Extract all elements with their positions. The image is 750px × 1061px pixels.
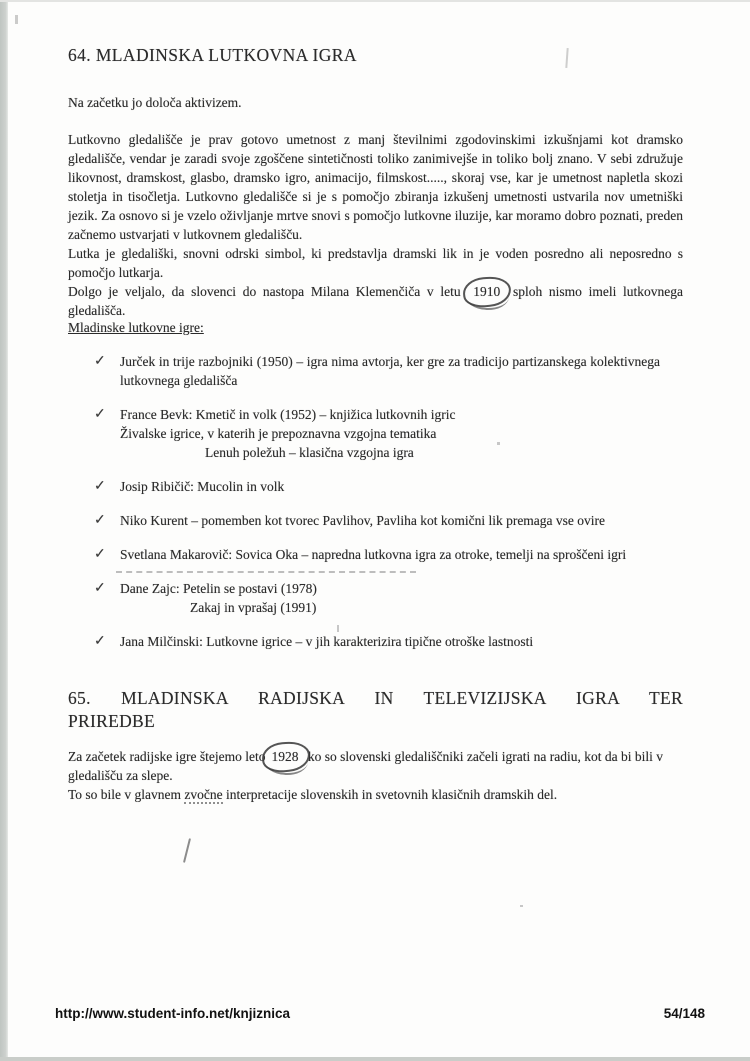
scan-artifact <box>15 15 18 24</box>
list-item <box>94 405 660 462</box>
year-value: 1928 <box>271 749 299 764</box>
section-64-title: 64. MLADINSKA LUTKOVNA IGRA <box>68 45 357 65</box>
checkmark-icon: ✓ <box>94 354 106 369</box>
puppet-plays-checklist <box>94 352 660 651</box>
scan-artifact <box>520 905 523 907</box>
list-item-line: Zakaj in vprašaj (1991) <box>190 600 317 615</box>
list-item-line: Dane Zajc: Petelin se postavi (1978) <box>120 581 317 596</box>
paragraph-text: interpretacije slovenskih in svetovnih klasičnih dramskih del. <box>222 787 558 802</box>
circled-year-1928 <box>266 747 305 766</box>
paragraph-text: Dolgo je veljalo, da slovenci do nastopa Milana Klemenčiča v letu <box>68 284 461 299</box>
paragraph-lutkovno-gledalisce: Lutkovno gledališče je prav gotovo umetnost z manj številnimi zgodovinskimi izkušnjami kot dramsko gledališče, vendar je zaradi svoje zgoščene sintetičnosti toliko zanimivejše in toliko bolj znano. V sebi združuje likovnost, dramskost, glasbo, dramsko igro, animacijo, filmskost....., skoraj vse, kar je umetnost napletla skozi stoletja in tisočletja. Lutkovno gledališče si je s pomočjo zbiranja izkušenj umetnosti ustvarila nov umetniški jezik. Za osnovo si je vzelo oživljanje mrtve snovi s pomočjo lutkovne iluzije, kar moramo dobro poznati, preden začnemo ustvarjati v lutkovnem gledališču. <box>68 132 683 242</box>
list-item-line: Svetlana Makarovič: Sovica Oka – napredna lutkovna igra za otroke, temelji na sproščeni igri <box>120 547 627 562</box>
intro-line: Na začetku jo določa aktivizem. <box>68 95 242 110</box>
list-item <box>94 579 660 617</box>
circled-year-1910 <box>467 282 506 301</box>
checkmark-icon: ✓ <box>94 634 106 649</box>
section-65-title-line2: PRIREDBE <box>68 711 155 731</box>
paragraph-text: sploh nismo imeli lutkovnega gledališča. <box>68 284 684 318</box>
list-item-line: Jurček in trije razbojniki (1950) – igra nima avtorja, ker gre za tradicijo partizanskega kolektivnega lutkovnega gledališča <box>120 354 660 388</box>
list-item-line: Živalske igrice, v katerih je prepoznavna vzgojna tematika <box>120 426 437 441</box>
checkmark-icon: ✓ <box>94 479 106 494</box>
list-item <box>94 511 660 530</box>
list-item-line: Lenuh poležuh – klasična vzgojna igra <box>205 445 414 460</box>
paragraph-lutka-definicija: Lutka je gledališki, snovni odrski simbol, ki predstavlja dramski lik in je voden posredno ali neposredno s pomočjo lutkarja. <box>68 246 683 280</box>
paragraph-klemencic <box>68 282 683 320</box>
paragraph-radijska-igra <box>68 747 683 785</box>
list-item <box>94 545 660 564</box>
scan-edge-left <box>0 0 8 1061</box>
section-65-title-line1: 65. MLADINSKA RADIJSKA IN TELEVIZIJSKA IGRA TER <box>68 688 683 708</box>
paragraph-text: Za začetek radijske igre štejemo leto <box>68 749 266 764</box>
section-65-title <box>68 687 683 733</box>
list-item-line: France Bevk: Kmetič in volk (1952) – knjižica lutkovnih igric <box>120 407 456 422</box>
checkmark-icon: ✓ <box>94 581 106 596</box>
checkmark-icon: ✓ <box>94 513 106 528</box>
scan-edge-bottom <box>0 1057 750 1061</box>
scan-edge-top <box>0 0 750 2</box>
paragraph-zvocne-interpretacije <box>68 785 683 804</box>
list-item <box>94 477 660 496</box>
list-item-line: Jana Milčinski: Lutkovne igrice – v jih karakterizira tipične otroške lastnosti <box>120 634 534 649</box>
checkmark-icon: ✓ <box>94 547 106 562</box>
list-item-line: Josip Ribičič: Mucolin in volk <box>120 479 285 494</box>
pen-mark <box>183 838 191 863</box>
list-heading: Mladinske lutkovne igre: <box>68 320 204 335</box>
page-number: 54/148 <box>663 1006 705 1021</box>
paragraph-text: ko so slovenski gledališčniki začeli igrati na radiu, kot da bi bili v gledališču za slepe. <box>68 749 663 783</box>
page-footer <box>55 1006 705 1021</box>
list-item <box>94 352 660 390</box>
document-content <box>68 45 683 804</box>
footer-url: http://www.student-info.net/knjiznica <box>55 1006 290 1021</box>
checkmark-icon: ✓ <box>94 407 106 422</box>
list-item-line: Niko Kurent – pomemben kot tvorec Pavlihov, Pavliha kot komični lik premaga vse ovire <box>120 513 606 528</box>
underlined-word: zvočne <box>184 787 223 802</box>
paragraph-text: To so bile v glavnem <box>68 787 185 802</box>
year-value: 1910 <box>473 284 501 299</box>
list-item <box>94 632 660 651</box>
